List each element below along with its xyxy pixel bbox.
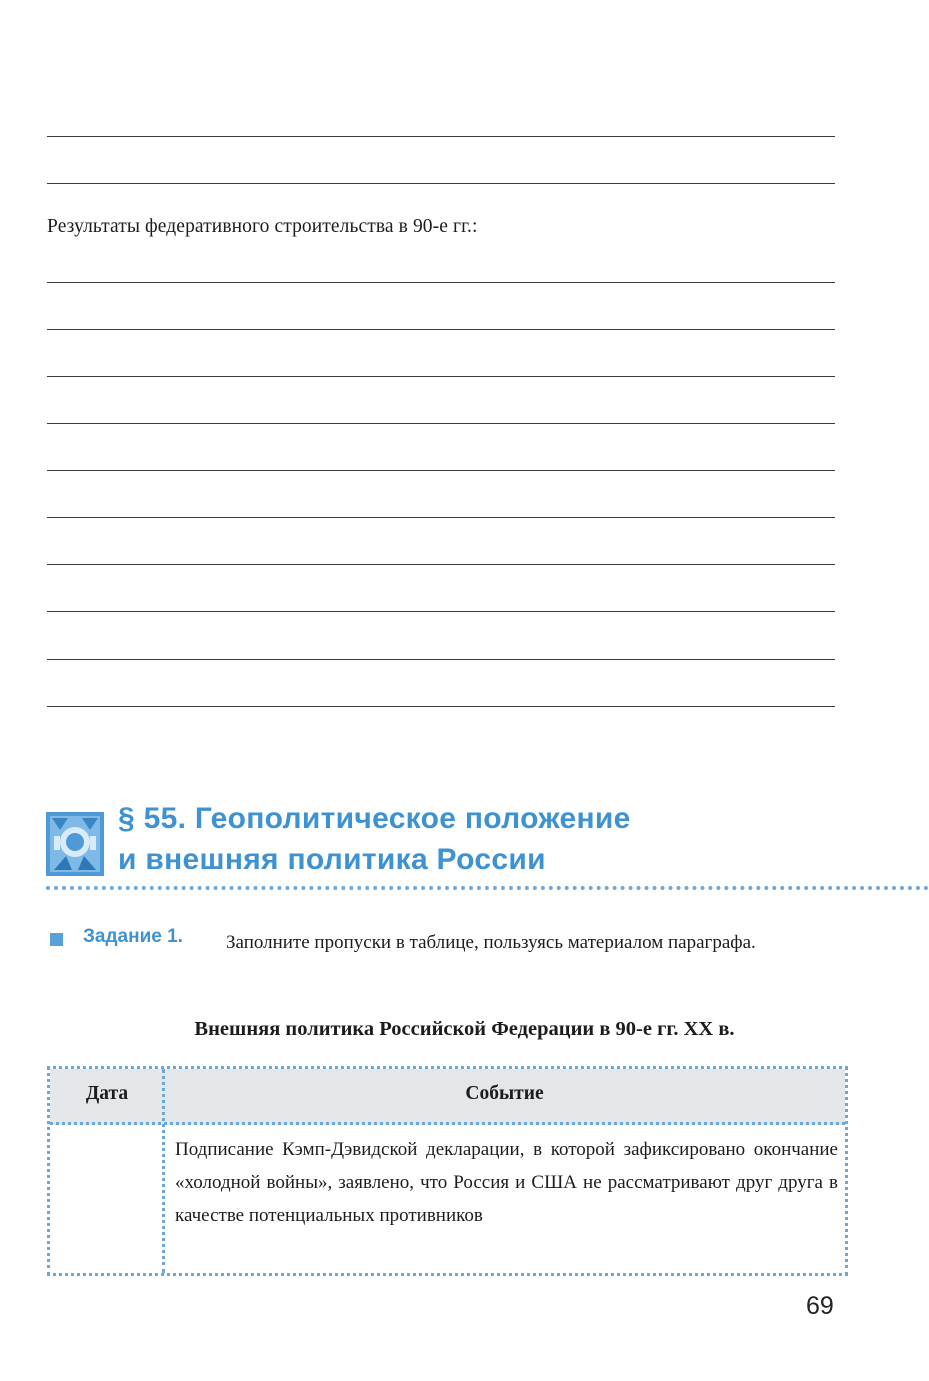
column-header-event: Событие [465, 1083, 544, 1104]
table-title: Внешняя политика Российской Федерации в 90-е гг. XX в. [194, 1018, 735, 1040]
section-title-line1: § 55. Геополитическое положение [118, 802, 631, 835]
section-title [118, 798, 631, 880]
section-title-line2: и внешняя политика России [118, 843, 546, 876]
table-header [50, 1069, 845, 1125]
answer-line[interactable] [47, 183, 835, 184]
answer-line[interactable] [47, 706, 835, 707]
task-label: Задание 1. [83, 926, 183, 947]
column-header-date: Дата [85, 1083, 129, 1104]
answer-line[interactable] [47, 659, 835, 660]
answer-line[interactable] [47, 423, 835, 424]
column-divider [162, 1069, 165, 1273]
answer-line[interactable] [47, 376, 835, 377]
answer-line[interactable] [47, 611, 835, 612]
section-emblem-icon [46, 812, 104, 876]
page-number: 69 [806, 1292, 834, 1320]
event-cell: Подписание Кэмп-Дэвидской декларации, в которой зафиксировано окончание «холодной войны», заявлено, что Россия и США не рассматривают друг друга в качестве потенциальных противников [175, 1139, 838, 1226]
task-bullet-icon [50, 933, 63, 946]
date-cell-blank[interactable] [50, 1125, 162, 1273]
answer-prompt: Результаты федеративного строительства в 90-е гг.: [47, 216, 478, 237]
task-text: Заполните пропуски в таблице, пользуясь материалом параграфа. [226, 932, 756, 953]
events-table [47, 1066, 848, 1276]
section-divider [46, 886, 929, 890]
answer-line[interactable] [47, 517, 835, 518]
answer-line[interactable] [47, 282, 835, 283]
answer-line[interactable] [47, 564, 835, 565]
answer-line[interactable] [47, 329, 835, 330]
answer-line[interactable] [47, 470, 835, 471]
answer-line[interactable] [47, 136, 835, 137]
